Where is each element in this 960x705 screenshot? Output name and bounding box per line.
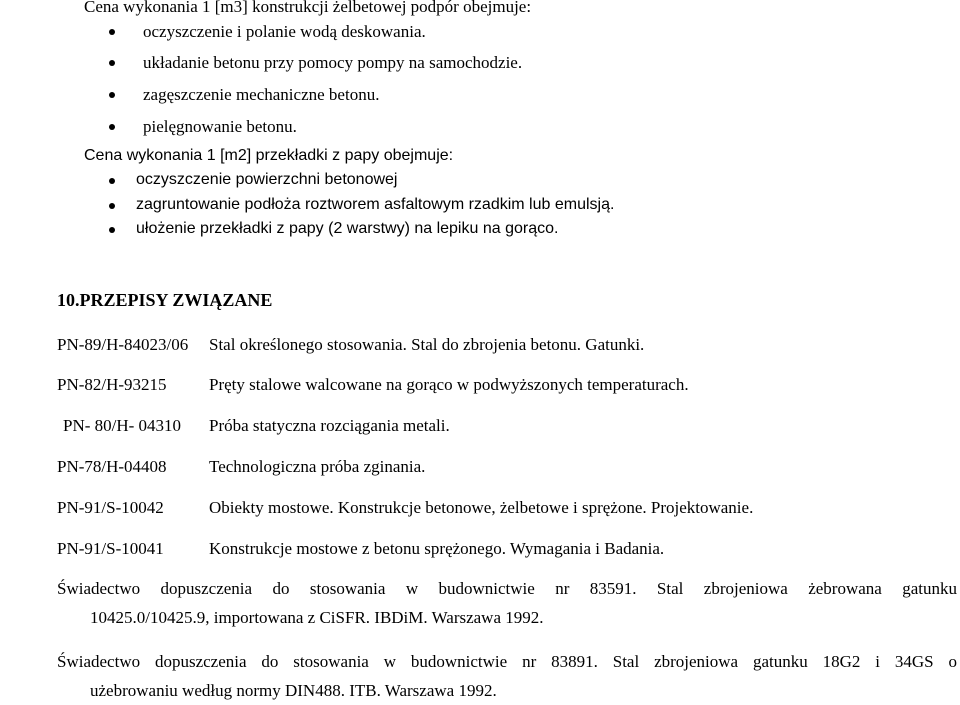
standard-description: Technologiczna próba zginania. — [209, 457, 426, 476]
list-item: zagęszczenie mechaniczne betonu. — [143, 85, 380, 104]
certificate-line: Świadectwo dopuszczenia do stosowania w budownictwie nr 83591. Stal zbrojeniowa żebrowana gatunku — [57, 579, 957, 598]
standard-description: Konstrukcje mostowe z betonu sprężonego. Wymagania i Badania. — [209, 539, 665, 558]
bullet-icon — [109, 29, 115, 35]
standard-code: PN-78/H-04408 — [57, 457, 167, 476]
certificate-line: 10425.0/10425.9, importowana z CiSFR. IBDiM. Warszawa 1992. — [90, 608, 544, 627]
section-heading: 10.PRZEPISY ZWIĄZANE — [57, 290, 273, 310]
bullet-icon — [109, 92, 115, 98]
certificate-line: użebrowaniu według normy DIN488. ITB. Warszawa 1992. — [90, 681, 497, 700]
bullet-icon — [109, 60, 115, 66]
standard-code: PN- 80/H- 04310 — [63, 416, 182, 435]
list-item: zagruntowanie podłoża roztworem asfaltowym rzadkim lub emulsją. — [136, 196, 615, 213]
certificate-paragraph — [57, 647, 957, 705]
standard-description: Stal określonego stosowania. Stal do zbrojenia betonu. Gatunki. — [209, 335, 645, 354]
standard-code: PN-91/S-10041 — [57, 539, 164, 558]
bullet-icon — [109, 124, 115, 130]
certificate-paragraph — [57, 574, 957, 632]
list-item: pielęgnowanie betonu. — [143, 117, 297, 136]
standard-description: Obiekty mostowe. Konstrukcje betonowe, żelbetowe i sprężone. Projektowanie. — [209, 498, 754, 517]
list-item: ułożenie przekładki z papy (2 warstwy) na lepiku na gorąco. — [136, 220, 559, 237]
standard-code: PN-82/H-93215 — [57, 375, 167, 394]
bullet-icon — [109, 178, 115, 184]
list-item: oczyszczenie i polanie wodą deskowania. — [143, 22, 426, 41]
standard-description: Pręty stalowe walcowane na gorąco w podwyższonych temperaturach. — [209, 375, 689, 394]
list-item: układanie betonu przy pomocy pompy na samochodzie. — [143, 53, 523, 72]
list-item: oczyszczenie powierzchni betonowej — [136, 171, 398, 188]
section1-title: Cena wykonania 1 [m3] konstrukcji żelbetowej podpór obejmuje: — [84, 0, 532, 16]
standard-code: PN-91/S-10042 — [57, 498, 164, 517]
section2-title: Cena wykonania 1 [m2] przekładki z papy obejmuje: — [84, 147, 454, 164]
bullet-icon — [109, 227, 115, 233]
standard-code: PN-89/H-84023/06 — [57, 335, 189, 354]
standard-description: Próba statyczna rozciągania metali. — [209, 416, 450, 435]
bullet-icon — [109, 203, 115, 209]
certificate-line: Świadectwo dopuszczenia do stosowania w budownictwie nr 83891. Stal zbrojeniowa gatunku 18G2 i 34GS o — [57, 652, 957, 671]
